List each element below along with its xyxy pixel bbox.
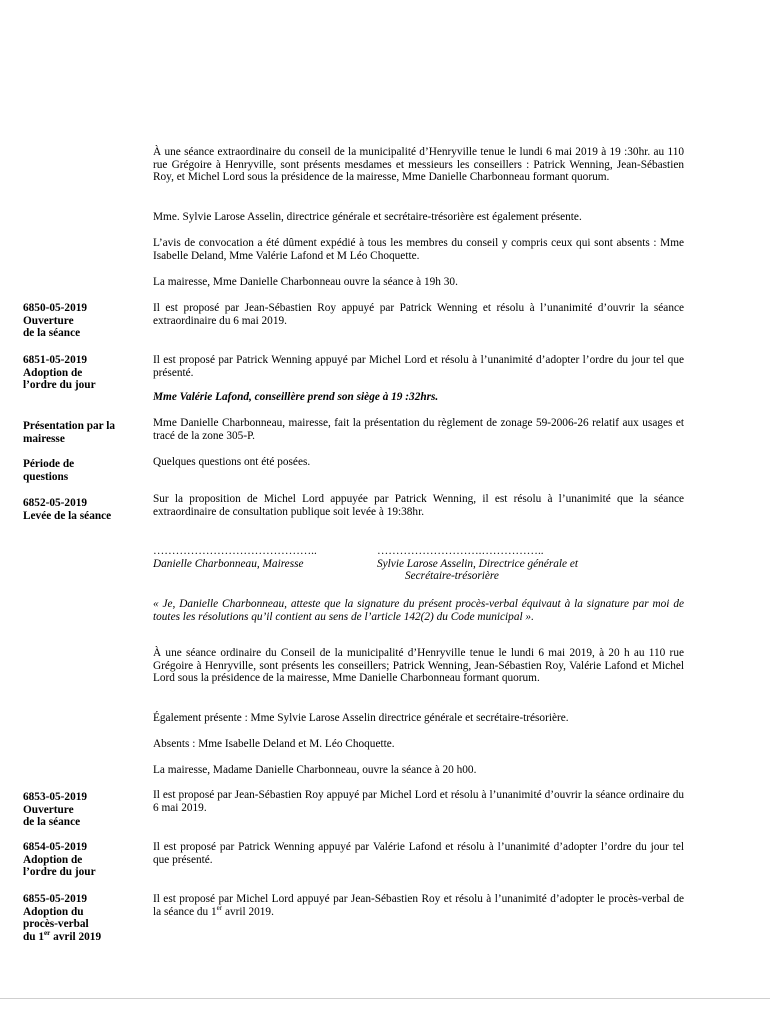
resolution-title: procès-verbal [23,918,89,931]
second-paragraph-3: Absents : Mme Isabelle Deland et M. Léo Choquette. [153,738,395,750]
resolution-title: de la séance [23,816,81,829]
resolution-number: 6851-05-2019 [23,354,88,366]
resolution-6853-label [23,791,143,829]
signature-name: Danielle Charbonneau, Mairesse [153,557,304,570]
section-title: mairesse [23,432,65,445]
resolution-6850-label [23,302,143,340]
resolution-number: 6855-05-2019 [23,893,88,905]
resolution-title: Adoption de [23,853,83,866]
questions-text: Quelques questions ont été posées. [153,456,311,468]
attestation-text: « Je, Danielle Charbonneau, atteste que la signature du présent procès-verbal équivaut à la signature par moi de toutes les résolutions qu’il contient au sens de l’article 142(2) du Code municipal ». [153,598,684,623]
page-bottom-divider [0,998,770,999]
intro-paragraph-3: L’avis de convocation a été dûment expédié à tous les membres du conseil y compris ceux qui sont absents : Mme Isabelle Deland, Mme Valérie Lafond et M Léo Choquette. [153,237,684,262]
resolution-6852-text: Sur la proposition de Michel Lord appuyée par Patrick Wenning, il est résolu à l’unanimité que la séance extraordinaire de consultation publique soit levée à 19:38hr. [153,493,684,518]
second-paragraph-1: À une séance ordinaire du Conseil de la municipalité d’Henryville tenue le lundi 6 mai 2019, à 20 h au 110 rue Grégoire à Henryville, sont présents les conseillers; Patrick Wenning, Jean-Sébastien Roy, Valérie Lafond et Michel Lord sous la présidence de la mairesse, Mme Danielle Charbonneau formant quorum. [153,647,684,685]
intro-paragraph-4: La mairesse, Mme Danielle Charbonneau ouvre la séance à 19h 30. [153,276,458,288]
resolution-title: de la séance [23,327,81,340]
resolution-title: Ouverture [23,314,74,327]
resolution-number: 6850-05-2019 [23,302,88,314]
section-title: questions [23,470,69,483]
second-paragraph-2: Également présente : Mme Sylvie Larose Asselin directrice générale et secrétaire-trésorière. [153,712,569,724]
resolution-6855-text: Il est proposé par Michel Lord appuyé par Jean-Sébastien Roy et résolu à l’unanimité d’adopter le procès-verbal de la séance du 1er avril 2019. [153,893,684,918]
resolution-number: 6853-05-2019 [23,791,88,803]
intro-paragraph-1: À une séance extraordinaire du conseil de la municipalité d’Henryville tenue le lundi 6 mai 2019 à 19 :30hr. au 110 rue Grégoire à Henryville, sont présents mesdames et messieurs les conseillers : Patrick Wenning, Jean-Sébastien Roy, et Michel Lord sous la présidence de la mairesse, Mme Danielle Charbonneau formant quorum. [153,146,684,184]
section-title: Période de [23,458,75,470]
resolution-6855-label [23,893,143,943]
questions-label [23,458,143,483]
resolution-title: Adoption du [23,905,84,918]
resolution-title: Levée de la séance [23,509,112,522]
resolution-6854-text: Il est proposé par Patrick Wenning appuyé par Valérie Lafond et résolu à l’unanimité d’adopter l’ordre du jour tel que présenté. [153,841,684,866]
resolution-title: l’ordre du jour [23,379,96,392]
presentation-text: Mme Danielle Charbonneau, mairesse, fait la présentation du règlement de zonage 59-2006-26 relatif aux usages et tracé de la zone 305-P. [153,417,684,442]
section-title: Présentation par la [23,420,116,432]
resolution-title: du 1er avril 2019 [23,929,102,943]
arrival-note: Mme Valérie Lafond, conseillère prend son siège à 19 :32hrs. [153,391,439,403]
signature-line: …………………………………….. [153,545,317,557]
resolution-6852-label [23,497,143,522]
intro-paragraph-2: Mme. Sylvie Larose Asselin, directrice générale et secrétaire-trésorière est également présente. [153,211,582,223]
resolution-6853-text: Il est proposé par Jean-Sébastien Roy appuyé par Michel Lord et résolu à l’unanimité d’ouvrir la séance ordinaire du 6 mai 2019. [153,789,684,814]
signature-right [377,545,637,583]
resolution-6851-text: Il est proposé par Patrick Wenning appuyé par Michel Lord et résolu à l’unanimité d’adopter l’ordre du jour tel que présenté. [153,354,684,379]
resolution-title: Ouverture [23,803,74,816]
signature-name: Sylvie Larose Asselin, Directrice générale et [377,557,578,570]
resolution-number: 6854-05-2019 [23,841,88,853]
resolution-title: l’ordre du jour [23,866,96,879]
second-paragraph-4: La mairesse, Madame Danielle Charbonneau, ouvre la séance à 20 h00. [153,764,477,776]
signature-title: Secrétaire-trésorière [405,570,499,583]
resolution-title: Adoption de [23,366,83,379]
resolution-number: 6852-05-2019 [23,497,88,509]
presentation-label [23,420,143,445]
resolution-6854-label [23,841,143,879]
resolution-6851-label [23,354,143,392]
signature-line: ……………………….…………….. [377,545,544,557]
resolution-6850-text: Il est proposé par Jean-Sébastien Roy appuyé par Patrick Wenning et résolu à l’unanimité d’ouvrir la séance extraordinaire du 6 mai 2019. [153,302,684,327]
signature-left [153,545,317,570]
